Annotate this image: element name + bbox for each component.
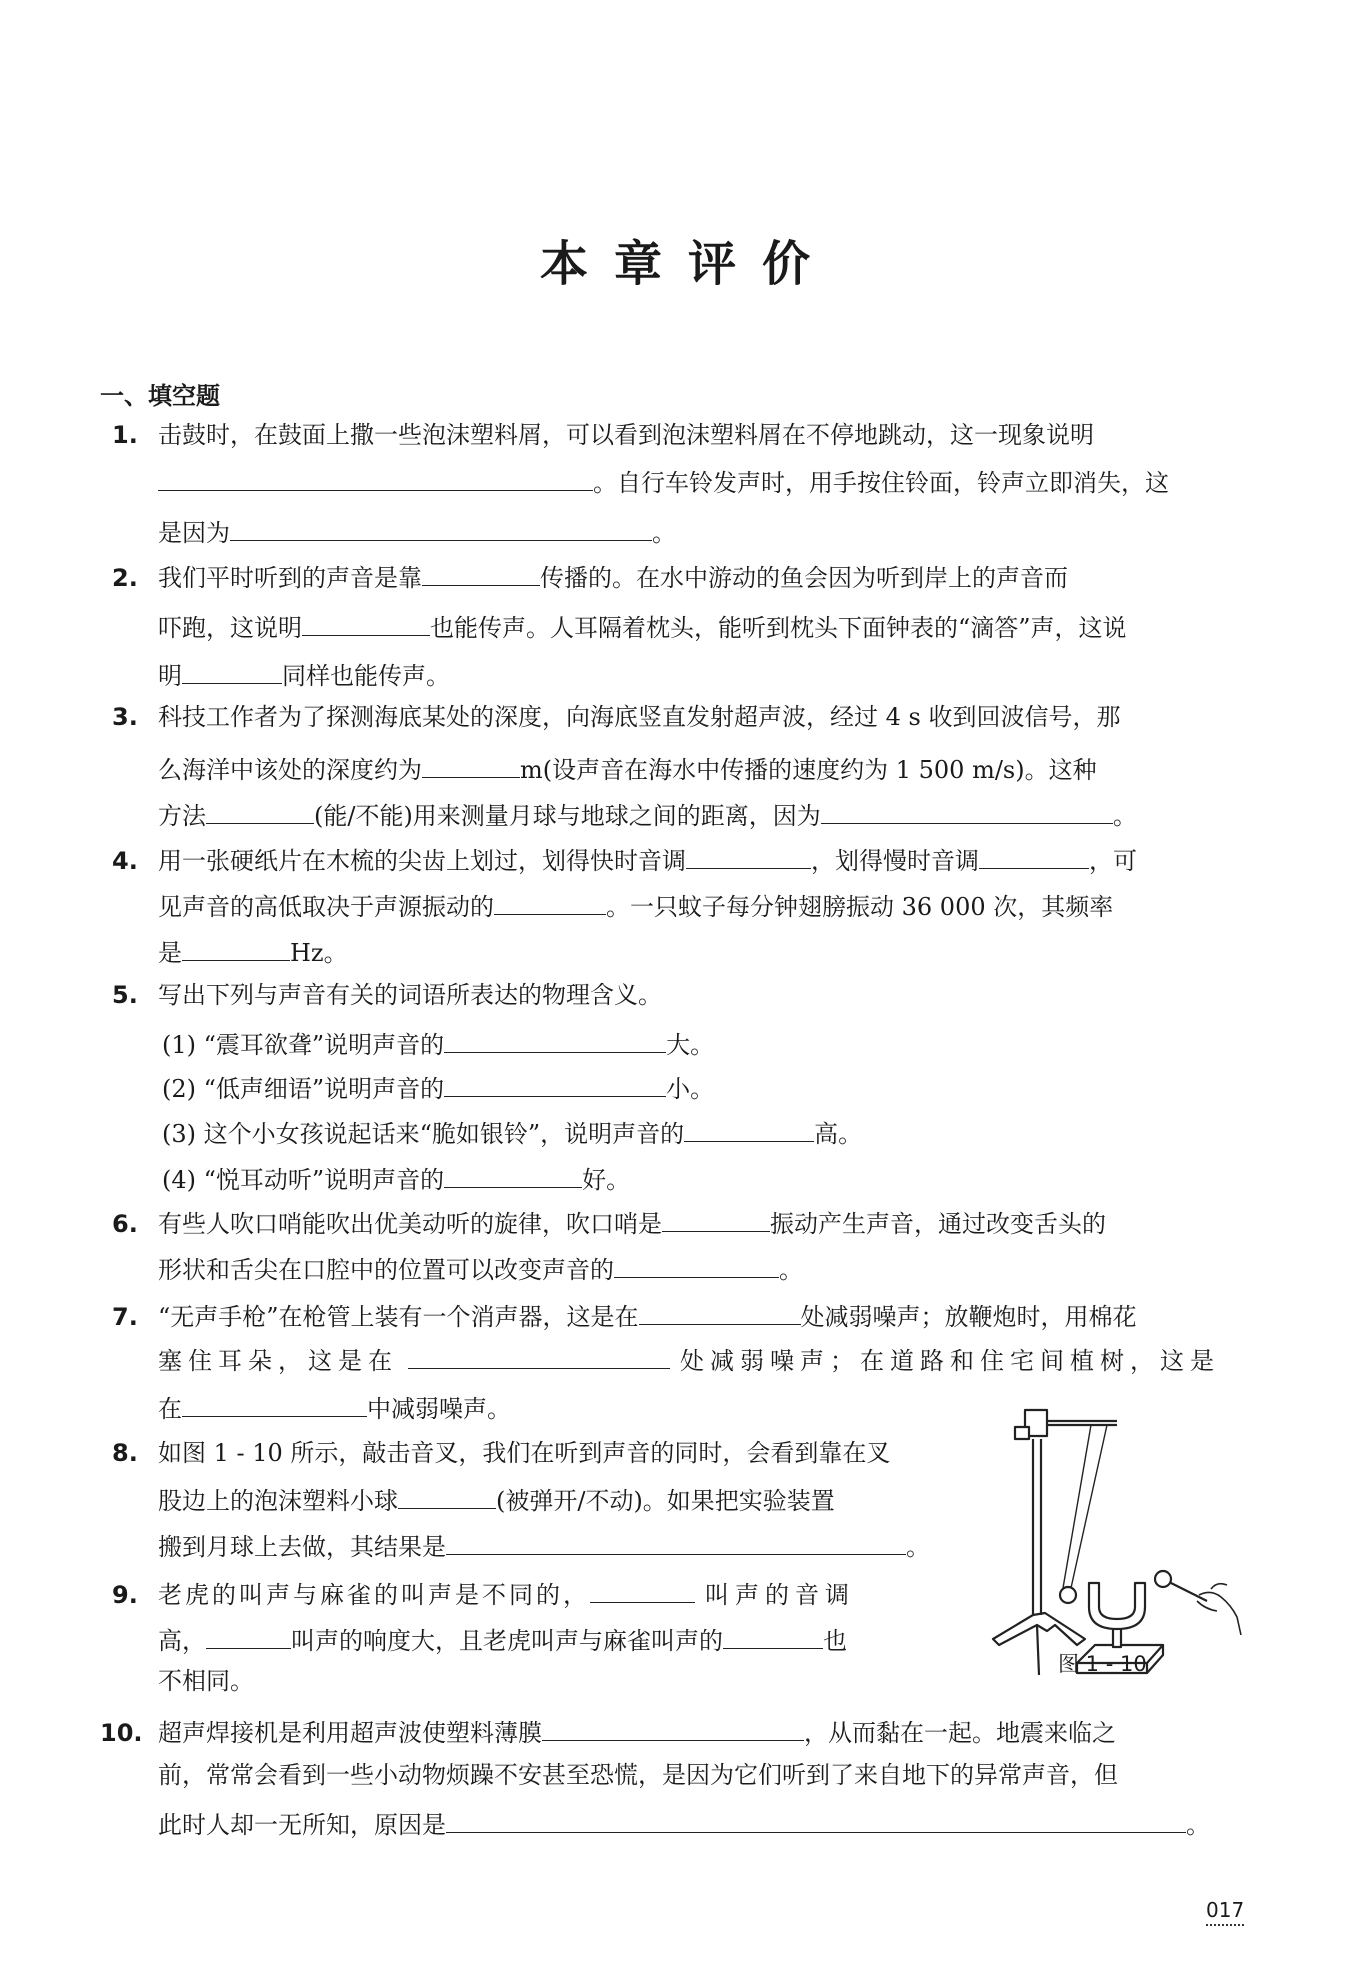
question-3-line-1: 3. 科技工作者为了探测海底某处的深度，向海底竖直发射超声波，经过 4 s 收到回波信号，那 [112, 700, 1120, 734]
question-6-line-2: 形状和舌尖在口腔中的位置可以改变声音的 。 [158, 1249, 803, 1287]
question-9-line-3: 不相同。 [158, 1667, 254, 1695]
question-1-line-3: 是因为 。 [158, 512, 676, 550]
question-5-sub-4: (4) “悦耳动听”说明声音的 好。 [162, 1159, 630, 1197]
page-number: 017 [1206, 1898, 1244, 1926]
question-number: 1. [112, 421, 138, 449]
question-7-line-3: 在 中减弱噪声。 [158, 1388, 511, 1426]
question-5-sub-1: (1) “震耳欲聋”说明声音的 大。 [162, 1024, 714, 1062]
question-5-sub-3: (3) 这个小女孩说起话来“脆如银铃”，说明声音的 高。 [162, 1113, 862, 1151]
answer-blank[interactable] [158, 462, 593, 491]
question-number: 6. [112, 1210, 138, 1238]
question-number: 9. [112, 1581, 138, 1609]
answer-blank[interactable] [614, 1249, 779, 1278]
question-1-line-1: 1. 击鼓时，在鼓面上撒一些泡沫塑料屑，可以看到泡沫塑料屑在不停地跳动，这一现象说明 [112, 418, 1094, 452]
question-number: 4. [112, 847, 138, 875]
question-5-line-1: 5. 写出下列与声音有关的词语所表达的物理含义。 [112, 978, 662, 1012]
answer-blank[interactable] [206, 795, 314, 824]
answer-blank[interactable] [494, 886, 606, 915]
answer-blank[interactable] [422, 557, 540, 586]
answer-blank[interactable] [408, 1340, 670, 1369]
question-2-line-2: 吓跑，这说明 也能传声。人耳隔着枕头，能听到枕头下面钟表的“滴答”声，这说 [158, 607, 1127, 645]
question-10-line-2: 前，常常会看到一些小动物烦躁不安甚至恐慌，是因为它们听到了来自地下的异常声音，但 [158, 1761, 1118, 1789]
question-2-line-3: 明 同样也能传声。 [158, 655, 450, 693]
answer-blank[interactable] [639, 1296, 801, 1325]
question-10-line-1: 10. 超声焊接机是利用超声波使塑料薄膜 ，从而黏在一起。地震来临之 [100, 1712, 1116, 1750]
answer-blank[interactable] [444, 1068, 666, 1097]
tuning-fork-figure [985, 1405, 1245, 1685]
answer-blank[interactable] [542, 1712, 804, 1741]
answer-blank[interactable] [182, 1388, 367, 1417]
question-2-line-1: 2. 我们平时听到的声音是靠 传播的。在水中游动的鱼会因为听到岸上的声音而 [112, 557, 1068, 595]
question-4-line-2: 见声音的高低取决于声源振动的 。一只蚊子每分钟翅膀振动 36 000 次，其频率 [158, 886, 1113, 924]
question-8-line-3: 搬到月球上去做，其结果是 。 [158, 1526, 930, 1564]
answer-blank[interactable] [590, 1574, 695, 1603]
answer-blank[interactable] [821, 795, 1113, 824]
answer-blank[interactable] [444, 1024, 666, 1053]
answer-blank[interactable] [302, 607, 430, 636]
question-number: 5. [112, 981, 138, 1009]
question-number: 8. [112, 1439, 138, 1467]
question-4-line-3: 是 Hz。 [158, 932, 348, 970]
question-8-line-2: 股边上的泡沫塑料小球 (被弹开/不动)。如果把实验装置 [158, 1480, 835, 1518]
answer-blank[interactable] [662, 1203, 770, 1232]
answer-blank[interactable] [684, 1113, 814, 1142]
answer-blank[interactable] [979, 840, 1089, 869]
question-5-sub-2: (2) “低声细语”说明声音的 小。 [162, 1068, 714, 1106]
question-8-line-1: 8. 如图 1 - 10 所示，敲击音叉，我们在听到声音的同时，会看到靠在叉 [112, 1436, 890, 1470]
question-6-line-1: 6. 有些人吹口哨能吹出优美动听的旋律，吹口哨是 振动产生声音，通过改变舌头的 [112, 1203, 1106, 1241]
answer-blank[interactable] [182, 655, 282, 684]
answer-blank[interactable] [422, 749, 520, 778]
answer-blank[interactable] [446, 1804, 1186, 1833]
question-7-line-1: 7. “无声手枪”在枪管上装有一个消声器，这是在 处减弱噪声；放鞭炮时，用棉花 [112, 1296, 1137, 1334]
question-number: 3. [112, 703, 138, 731]
answer-blank[interactable] [206, 1620, 291, 1649]
section-title: 一、填空题 [100, 382, 220, 410]
question-number: 10. [100, 1719, 143, 1747]
figure-caption: 图 1 - 10 [1058, 1652, 1147, 1676]
answer-blank[interactable] [182, 932, 290, 961]
question-number: 2. [112, 564, 138, 592]
question-9-line-2: 高， 叫声的响度大，且老虎叫声与麻雀叫声的 也 [158, 1620, 847, 1658]
question-7-line-2: 塞住耳朵，这是在 处减弱噪声；在道路和住宅间植树，这是 [158, 1340, 1220, 1378]
question-number: 7. [112, 1303, 138, 1331]
question-10-line-3: 此时人却一无所知，原因是 。 [158, 1804, 1210, 1842]
question-1-line-2: 。自行车铃发声时，用手按住铃面，铃声立即消失，这 [158, 462, 1169, 500]
question-3-line-2: 么海洋中该处的深度约为 m(设声音在海水中传播的速度约为 1 500 m/s)。这种 [158, 749, 1097, 787]
question-9-line-1: 9. 老虎的叫声与麻雀的叫声是不同的， 叫声的音调 [112, 1574, 855, 1612]
page-title: 本章评价 [539, 236, 836, 292]
answer-blank[interactable] [723, 1620, 823, 1649]
question-3-line-3: 方法 (能/不能)用来测量月球与地球之间的距离，因为 。 [158, 795, 1137, 833]
answer-blank[interactable] [444, 1159, 582, 1188]
answer-blank[interactable] [398, 1480, 496, 1509]
answer-blank[interactable] [686, 840, 811, 869]
answer-blank[interactable] [446, 1526, 906, 1555]
answer-blank[interactable] [230, 512, 652, 541]
question-4-line-1: 4. 用一张硬纸片在木梳的尖齿上划过，划得快时音调 ，划得慢时音调 ，可 [112, 840, 1137, 878]
